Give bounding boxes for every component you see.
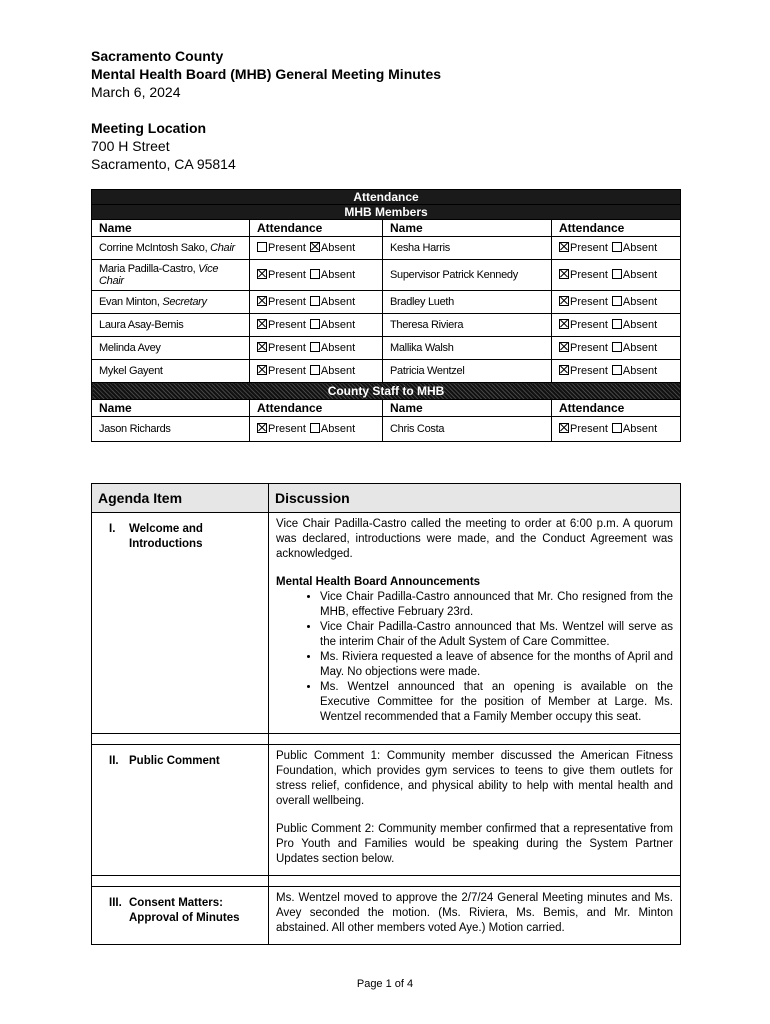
present-checkbox bbox=[559, 342, 569, 352]
member-name bbox=[92, 291, 250, 314]
county-staff-heading: County Staff to MHB bbox=[92, 383, 681, 400]
present-label: Present bbox=[570, 242, 608, 254]
discussion-paragraph: Ms. Wentzel moved to approve the 2/7/24 General Meeting minutes and Ms. Avey seconded the motion. (Ms. Riviera, Ms. Bemis, and Mr. Minton abstained. All other members voted Aye.) Motion carried. bbox=[276, 892, 673, 934]
attendance-table bbox=[91, 189, 681, 442]
member-row bbox=[92, 337, 681, 360]
announcement-item: • Ms. Riviera requested a leave of absence for the months of April and May. No objections were made. bbox=[320, 650, 673, 680]
present-label: Present bbox=[268, 269, 306, 281]
absent-checkbox bbox=[310, 296, 320, 306]
spacer-cell bbox=[92, 734, 269, 745]
agenda-item-cell bbox=[92, 887, 269, 945]
present-checkbox bbox=[559, 365, 569, 375]
spacer-cell bbox=[269, 876, 681, 887]
col-attendance: Attendance bbox=[250, 220, 383, 237]
member-name bbox=[92, 260, 250, 291]
announcement-item: • Vice Chair Padilla-Castro announced that Ms. Wentzel will serve as the interim Chair of the Adult System of Care Committee. bbox=[320, 620, 673, 650]
location-heading: Meeting Location bbox=[91, 120, 207, 136]
present-label: Present bbox=[570, 269, 608, 281]
location-street: 700 H Street bbox=[91, 138, 170, 154]
absent-checkbox bbox=[612, 319, 622, 329]
col-name: Name bbox=[383, 400, 552, 417]
member-name-text: Corrine McIntosh Sako, bbox=[99, 242, 211, 254]
meeting-location bbox=[91, 119, 236, 173]
absent-label: Absent bbox=[622, 423, 658, 435]
absent-checkbox bbox=[612, 269, 622, 279]
attendance-column-header bbox=[92, 220, 681, 237]
attendance-status bbox=[552, 260, 681, 291]
attendance-status bbox=[552, 291, 681, 314]
attendance-status bbox=[552, 337, 681, 360]
present-label: Present bbox=[570, 365, 608, 377]
announcements-heading: Mental Health Board Announcements bbox=[276, 576, 481, 588]
present-checkbox bbox=[257, 342, 267, 352]
absent-checkbox bbox=[612, 342, 622, 352]
attendance-status bbox=[552, 314, 681, 337]
present-checkbox bbox=[559, 423, 569, 433]
agenda-item-label bbox=[129, 896, 240, 926]
absent-label: Absent bbox=[622, 365, 658, 377]
announcement-item: • Ms. Wentzel announced that an opening is available on the Executive Committee for the position of Member at Large. Ms. Wentzel recommended that a Family Member occupy this seat. bbox=[320, 680, 673, 725]
staff-name: Jason Richards bbox=[92, 417, 250, 442]
absent-label: Absent bbox=[320, 269, 356, 281]
agenda-row bbox=[92, 745, 681, 876]
present-label: Present bbox=[268, 319, 306, 331]
agenda-item bbox=[93, 746, 267, 769]
member-role: Chair bbox=[210, 242, 235, 254]
announcements-list bbox=[276, 590, 673, 725]
present-checkbox bbox=[559, 296, 569, 306]
member-name-text: Melinda Avey bbox=[99, 342, 161, 354]
attendance-status bbox=[250, 260, 383, 291]
absent-checkbox bbox=[612, 242, 622, 252]
agenda-row-spacer bbox=[92, 876, 681, 887]
agenda-item-label-line: Public Comment bbox=[129, 755, 220, 767]
staff-column-header bbox=[92, 400, 681, 417]
agenda-item-label-line: Consent Matters: bbox=[129, 897, 223, 909]
agenda-row bbox=[92, 887, 681, 945]
present-label: Present bbox=[268, 296, 306, 308]
member-row bbox=[92, 314, 681, 337]
absent-checkbox bbox=[612, 423, 622, 433]
attendance-status bbox=[250, 337, 383, 360]
page-number: Page 1 of 4 bbox=[356, 978, 414, 990]
absent-checkbox bbox=[310, 319, 320, 329]
present-label: Present bbox=[570, 423, 608, 435]
agenda-item-label-line: Approval of Minutes bbox=[129, 912, 240, 924]
member-row bbox=[92, 291, 681, 314]
agenda-item-label bbox=[129, 522, 203, 552]
agenda-item-number: I. bbox=[109, 523, 116, 535]
member-name: Kesha Harris bbox=[383, 237, 552, 260]
member-name bbox=[92, 314, 250, 337]
present-checkbox bbox=[257, 365, 267, 375]
org-name: Sacramento County bbox=[91, 48, 224, 64]
agenda-table bbox=[91, 483, 681, 945]
discussion-cell bbox=[269, 513, 681, 734]
absent-label: Absent bbox=[622, 296, 658, 308]
member-name: Patricia Wentzel bbox=[383, 360, 552, 383]
attendance-status bbox=[552, 417, 681, 442]
present-label: Present bbox=[570, 319, 608, 331]
staff-row bbox=[92, 417, 681, 442]
member-name: Mallika Walsh bbox=[383, 337, 552, 360]
document-header bbox=[91, 47, 441, 101]
present-label: Present bbox=[268, 423, 306, 435]
attendance-status bbox=[250, 314, 383, 337]
absent-checkbox bbox=[310, 242, 320, 252]
present-checkbox bbox=[559, 319, 569, 329]
staff-name: Chris Costa bbox=[383, 417, 552, 442]
discussion-paragraph: Vice Chair Padilla-Castro called the meeting to order at 6:00 p.m. A quorum was declared, introductions were made, and the Conduct Agreement was acknowledged. bbox=[276, 518, 673, 560]
member-row bbox=[92, 360, 681, 383]
present-checkbox bbox=[257, 319, 267, 329]
member-name bbox=[92, 237, 250, 260]
present-label: Present bbox=[268, 342, 306, 354]
member-name-text: Maria Padilla-Castro, bbox=[99, 263, 199, 275]
member-role: Secretary bbox=[162, 296, 207, 308]
absent-label: Absent bbox=[622, 319, 658, 331]
location-city: Sacramento, CA 95814 bbox=[91, 156, 236, 172]
present-label: Present bbox=[268, 365, 306, 377]
agenda-row bbox=[92, 513, 681, 734]
attendance-status bbox=[250, 360, 383, 383]
attendance-status bbox=[552, 237, 681, 260]
discussion-cell bbox=[269, 745, 681, 876]
document-title: Mental Health Board (MHB) General Meeting Minutes bbox=[91, 66, 442, 82]
member-name: Bradley Lueth bbox=[383, 291, 552, 314]
agenda-item-cell bbox=[92, 745, 269, 876]
announcement-item: • Vice Chair Padilla-Castro announced that Mr. Cho resigned from the MHB, effective February 23rd. bbox=[320, 590, 673, 620]
absent-label: Absent bbox=[622, 342, 658, 354]
member-role: Vice Chair bbox=[99, 263, 219, 287]
col-attendance: Attendance bbox=[552, 400, 681, 417]
col-attendance: Attendance bbox=[552, 220, 681, 237]
member-name: Theresa Riviera bbox=[383, 314, 552, 337]
absent-label: Absent bbox=[320, 423, 356, 435]
present-checkbox bbox=[257, 423, 267, 433]
member-name bbox=[92, 360, 250, 383]
discussion-cell bbox=[269, 887, 681, 945]
present-checkbox bbox=[257, 242, 267, 252]
present-checkbox bbox=[559, 269, 569, 279]
attendance-status bbox=[250, 237, 383, 260]
member-name-text: Mykel Gayent bbox=[99, 365, 163, 377]
attendance-title: Attendance bbox=[92, 190, 681, 205]
discussion-paragraph: Public Comment 2: Community member confirmed that a representative from Pro Youth and Families would be speaking during the System Partner Updates section below. bbox=[276, 823, 673, 865]
member-name-text: Laura Asay-Bemis bbox=[99, 319, 184, 331]
absent-label: Absent bbox=[320, 319, 356, 331]
member-row bbox=[92, 260, 681, 291]
absent-label: Absent bbox=[320, 296, 356, 308]
col-name: Name bbox=[92, 400, 250, 417]
col-name: Name bbox=[92, 220, 250, 237]
agenda-item-label bbox=[129, 754, 220, 769]
agenda-item-label-line: Welcome and bbox=[129, 523, 203, 535]
agenda-row-spacer bbox=[92, 734, 681, 745]
absent-checkbox bbox=[310, 342, 320, 352]
absent-checkbox bbox=[612, 296, 622, 306]
discussion-header: Discussion bbox=[269, 484, 681, 513]
attendance-status bbox=[250, 417, 383, 442]
absent-checkbox bbox=[612, 365, 622, 375]
present-label: Present bbox=[570, 296, 608, 308]
meeting-date: March 6, 2024 bbox=[91, 84, 181, 100]
absent-checkbox bbox=[310, 365, 320, 375]
absent-label: Absent bbox=[320, 365, 356, 377]
absent-label: Absent bbox=[320, 242, 356, 254]
member-row bbox=[92, 237, 681, 260]
present-checkbox bbox=[559, 242, 569, 252]
agenda-item bbox=[93, 888, 267, 926]
agenda-item-label-line: Introductions bbox=[129, 538, 203, 550]
mhb-members-heading: MHB Members bbox=[92, 205, 681, 220]
spacer-cell bbox=[92, 876, 269, 887]
member-name bbox=[92, 337, 250, 360]
present-checkbox bbox=[257, 269, 267, 279]
present-label: Present bbox=[268, 242, 306, 254]
member-name-text: Evan Minton, bbox=[99, 296, 163, 308]
absent-label: Absent bbox=[622, 242, 658, 254]
agenda-item bbox=[93, 514, 267, 552]
agenda-item-cell bbox=[92, 513, 269, 734]
attendance-status bbox=[250, 291, 383, 314]
absent-checkbox bbox=[310, 269, 320, 279]
discussion-paragraph: Public Comment 1: Community member discussed the American Fitness Foundation, which provides gym services to teens to give them outlets for stress relief, confidence, and physical ability to help with mental health and overall wellbeing. bbox=[276, 750, 673, 807]
col-attendance: Attendance bbox=[250, 400, 383, 417]
staff-heading-row bbox=[92, 383, 681, 400]
agenda-item-header: Agenda Item bbox=[92, 484, 269, 513]
member-name: Supervisor Patrick Kennedy bbox=[383, 260, 552, 291]
present-checkbox bbox=[257, 296, 267, 306]
absent-label: Absent bbox=[622, 269, 658, 281]
agenda-item-number: III. bbox=[109, 897, 122, 909]
col-name: Name bbox=[383, 220, 552, 237]
present-label: Present bbox=[570, 342, 608, 354]
agenda-header-row bbox=[92, 484, 681, 513]
absent-checkbox bbox=[310, 423, 320, 433]
absent-label: Absent bbox=[320, 342, 356, 354]
spacer-cell bbox=[269, 734, 681, 745]
agenda-item-number: II. bbox=[109, 755, 119, 767]
attendance-status bbox=[552, 360, 681, 383]
